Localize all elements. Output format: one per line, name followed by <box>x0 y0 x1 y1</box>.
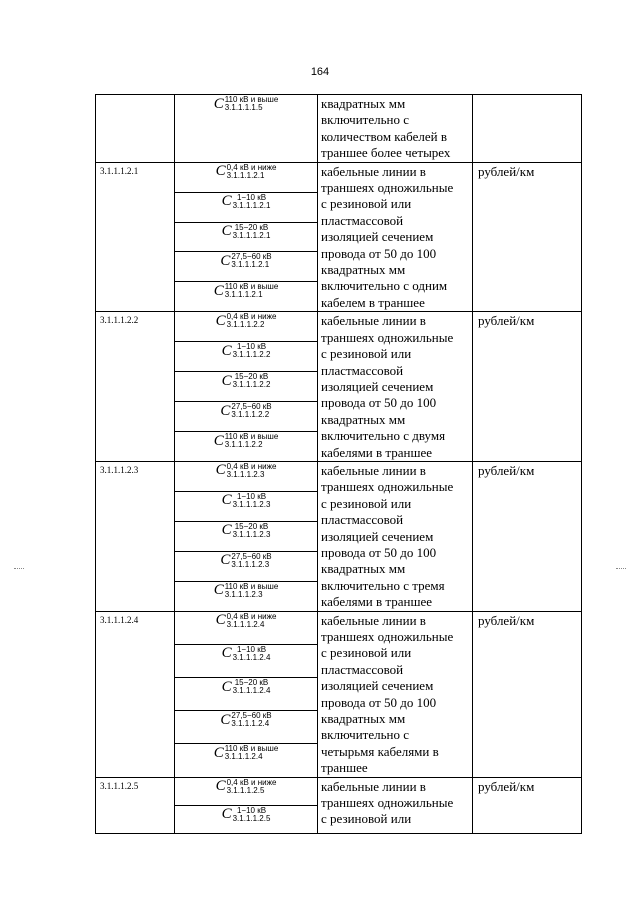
tariff-symbol <box>175 312 317 341</box>
row-description <box>318 461 473 611</box>
symbol-list <box>175 462 317 611</box>
symbol-voltage-class: 0,4 кВ и ниже <box>226 777 277 787</box>
symbol-letter: C <box>221 645 232 662</box>
table-row <box>96 777 582 833</box>
symbol-indices <box>227 313 277 329</box>
symbol-letter: C <box>215 612 226 629</box>
row-description <box>318 611 473 777</box>
symbol-indices <box>231 553 271 569</box>
symbol-index-code: 3.1.1.1.1.5 <box>224 103 263 112</box>
symbol-index-code: 3.1.1.1.2.3 <box>231 559 270 569</box>
symbol-letter: C <box>220 252 231 269</box>
description-line: провода от 50 до 100 <box>321 245 437 261</box>
tariff-table-body <box>96 95 582 834</box>
symbol-voltage-class: 27,5−60 кВ <box>231 711 272 721</box>
symbol-cell <box>175 162 318 312</box>
description-line: провода от 50 до 100 <box>321 694 437 710</box>
description-line: изоляцией сечением <box>321 229 434 245</box>
description-line: кабелем в траншее <box>321 294 425 310</box>
tariff-symbol <box>175 778 317 805</box>
description-line: траншеях одножильные <box>321 329 454 345</box>
description-line: изоляцией сечением <box>321 378 434 394</box>
tariff-symbol-formula <box>214 745 279 761</box>
tariff-symbol <box>175 251 317 281</box>
symbol-indices <box>231 403 271 419</box>
tariff-symbol-formula <box>216 613 277 629</box>
tariff-symbol <box>175 462 317 491</box>
tariff-symbol-formula <box>220 712 271 728</box>
tariff-symbol <box>175 222 317 252</box>
description-line: количеством кабелей в <box>321 128 447 144</box>
tariff-symbol-formula <box>220 553 271 569</box>
tariff-symbol-formula <box>222 224 271 240</box>
symbol-voltage-class: 27,5−60 кВ <box>231 402 272 412</box>
symbol-voltage-class: 0,4 кВ и ниже <box>226 611 277 621</box>
tariff-symbol-formula <box>216 463 277 479</box>
symbol-letter: C <box>213 432 224 449</box>
tariff-symbol <box>175 581 317 611</box>
row-unit: рублей/км <box>473 611 582 777</box>
symbol-cell <box>175 95 318 163</box>
symbol-indices <box>227 779 277 795</box>
symbol-letter: C <box>215 163 226 180</box>
tariff-symbol-formula <box>222 493 271 509</box>
symbol-voltage-class: 15−20 кВ <box>234 372 269 382</box>
tariff-symbol-formula <box>222 343 271 359</box>
symbol-indices <box>233 373 271 389</box>
description-line: квадратных мм <box>321 711 406 727</box>
symbol-voltage-class: 110 кВ и выше <box>224 581 279 591</box>
description-line: кабельные линии в <box>321 163 426 179</box>
symbol-index-code: 3.1.1.1.2.3 <box>226 469 265 479</box>
symbol-letter: C <box>213 282 224 299</box>
row-unit: рублей/км <box>473 461 582 611</box>
symbol-voltage-class: 110 кВ и выше <box>224 432 279 442</box>
description-line: с резиновой или <box>321 346 412 362</box>
symbol-letter: C <box>221 223 232 239</box>
symbol-letter: C <box>221 678 232 695</box>
symbol-index-code: 3.1.1.1.2.2 <box>232 350 271 360</box>
tariff-symbol-formula <box>222 646 271 662</box>
table-row <box>96 95 582 163</box>
symbol-index-code: 3.1.1.1.2.2 <box>226 320 265 330</box>
symbol-letter: C <box>215 462 226 479</box>
symbol-indices <box>227 463 277 479</box>
description-line: провода от 50 до 100 <box>321 395 437 411</box>
symbol-indices <box>233 646 271 662</box>
row-description <box>318 162 473 312</box>
symbol-indices <box>225 433 279 449</box>
symbol-letter: C <box>215 778 226 795</box>
description-line: кабелями в траншее <box>321 444 433 460</box>
description-line: кабельные линии в <box>321 612 426 628</box>
tariff-symbol-formula <box>216 779 277 795</box>
symbol-list <box>175 778 317 833</box>
symbol-voltage-class: 27,5−60 кВ <box>231 252 272 262</box>
description-line: включительно с <box>321 727 409 743</box>
description-line: пластмассовой <box>321 212 404 228</box>
symbol-index-code: 3.1.1.1.2.3 <box>232 529 271 539</box>
tariff-symbol-formula <box>220 253 271 269</box>
symbol-index-code: 3.1.1.1.2.4 <box>231 719 270 729</box>
symbol-cell <box>175 312 318 462</box>
symbol-list <box>175 612 317 777</box>
symbol-indices <box>227 164 277 180</box>
symbol-voltage-class: 15−20 кВ <box>234 222 269 232</box>
symbol-voltage-class: 1−10 кВ <box>236 805 267 815</box>
description-line: кабельные линии в <box>321 313 426 329</box>
symbol-letter: C <box>220 711 231 728</box>
row-code: 3.1.1.1.2.5 <box>96 777 175 833</box>
tariff-symbol <box>175 710 317 743</box>
left-margin-mark <box>14 568 24 570</box>
symbol-index-code: 3.1.1.1.2.3 <box>224 589 263 599</box>
symbol-index-code: 3.1.1.1.2.3 <box>232 499 271 509</box>
description-line: изоляцией сечением <box>321 528 434 544</box>
description-line: траншеях одножильные <box>321 479 454 495</box>
row-unit: рублей/км <box>473 777 582 833</box>
symbol-index-code: 3.1.1.1.2.4 <box>224 752 263 762</box>
symbol-index-code: 3.1.1.1.2.2 <box>231 410 270 420</box>
description-line: квадратных мм <box>321 262 406 278</box>
symbol-voltage-class: 15−20 кВ <box>234 678 269 688</box>
symbol-index-code: 3.1.1.1.2.5 <box>226 785 265 795</box>
tariff-symbol <box>175 163 317 192</box>
symbol-indices <box>231 253 271 269</box>
description-line: четырьмя кабелями в <box>321 743 439 759</box>
tariff-symbol <box>175 341 317 371</box>
symbol-voltage-class: 1−10 кВ <box>236 342 267 352</box>
symbol-index-code: 3.1.1.1.2.2 <box>224 440 263 450</box>
description-line: пластмассовой <box>321 512 404 528</box>
symbol-indices <box>233 493 271 509</box>
symbol-indices <box>225 283 279 299</box>
symbol-letter: C <box>213 744 224 761</box>
symbol-index-code: 3.1.1.1.2.1 <box>224 290 263 300</box>
description-line: провода от 50 до 100 <box>321 544 437 560</box>
tariff-symbol <box>175 743 317 776</box>
tariff-symbol-formula <box>222 194 271 210</box>
symbol-indices <box>231 712 271 728</box>
table-row <box>96 461 582 611</box>
symbol-letter: C <box>221 492 232 509</box>
tariff-table <box>95 94 582 834</box>
symbol-indices <box>227 613 277 629</box>
symbol-letter: C <box>221 372 232 389</box>
row-unit: рублей/км <box>473 162 582 312</box>
description-line: кабелями в траншее <box>321 594 433 610</box>
row-unit: рублей/км <box>473 312 582 462</box>
symbol-indices <box>233 523 271 539</box>
tariff-symbol <box>175 431 317 461</box>
tariff-symbol <box>175 644 317 677</box>
tariff-symbol <box>175 281 317 311</box>
description-line: включительно с одним <box>321 278 448 294</box>
tariff-symbol <box>175 491 317 521</box>
symbol-index-code: 3.1.1.1.2.4 <box>232 652 271 662</box>
row-description <box>318 95 473 163</box>
description-line: включительно с тремя <box>321 577 445 593</box>
page-number: 164 <box>310 66 330 78</box>
symbol-indices <box>233 807 271 823</box>
tariff-symbol <box>175 95 317 162</box>
row-code: 3.1.1.1.2.4 <box>96 611 175 777</box>
tariff-symbol <box>175 521 317 551</box>
row-code <box>96 95 175 163</box>
symbol-letter: C <box>221 806 232 823</box>
row-code: 3.1.1.1.2.2 <box>96 312 175 462</box>
symbol-indices <box>233 194 271 210</box>
symbol-cell <box>175 611 318 777</box>
symbol-letter: C <box>221 193 232 210</box>
tariff-symbol <box>175 401 317 431</box>
symbol-voltage-class: 15−20 кВ <box>234 521 269 531</box>
description-line: с резиновой или <box>321 645 412 661</box>
tariff-symbol <box>175 371 317 401</box>
tariff-symbol-formula <box>216 313 277 329</box>
row-description <box>318 312 473 462</box>
symbol-voltage-class: 0,4 кВ и ниже <box>226 461 277 471</box>
description-line: квадратных мм <box>321 561 406 577</box>
tariff-symbol-formula <box>222 373 271 389</box>
symbol-voltage-class: 110 кВ и выше <box>224 282 279 292</box>
symbol-voltage-class: 1−10 кВ <box>236 491 267 501</box>
description-line: с резиновой или <box>321 811 412 827</box>
description-line: кабельные линии в <box>321 462 426 478</box>
symbol-list <box>175 163 317 312</box>
symbol-letter: C <box>220 402 231 419</box>
description-line: траншеях одножильные <box>321 629 454 644</box>
description-line: включительно с <box>321 112 409 128</box>
symbol-index-code: 3.1.1.1.2.2 <box>232 380 271 390</box>
symbol-indices <box>225 583 279 599</box>
description-line: включительно с двумя <box>321 428 446 444</box>
symbol-letter: C <box>220 552 231 569</box>
description-line: кабельные линии в <box>321 778 426 794</box>
symbol-voltage-class: 110 кВ и выше <box>224 95 279 104</box>
symbol-voltage-class: 1−10 кВ <box>236 192 267 202</box>
description-line: пластмассовой <box>321 661 404 677</box>
symbol-cell <box>175 777 318 833</box>
description-line: с резиновой или <box>321 495 412 511</box>
symbol-voltage-class: 0,4 кВ и ниже <box>226 162 277 172</box>
tariff-symbol-formula <box>214 283 279 299</box>
symbol-index-code: 3.1.1.1.2.1 <box>231 260 270 270</box>
table-row <box>96 162 582 312</box>
row-unit <box>473 95 582 163</box>
symbol-letter: C <box>221 522 232 539</box>
symbol-letter: C <box>221 342 232 359</box>
description-line: квадратных мм <box>321 411 406 427</box>
symbol-letter: C <box>213 582 224 599</box>
symbol-letter: C <box>215 312 226 329</box>
tariff-symbol-formula <box>214 433 279 449</box>
row-description <box>318 777 473 833</box>
tariff-symbol-formula <box>222 807 271 823</box>
tariff-symbol-formula <box>222 679 271 695</box>
description-line: с резиновой или <box>321 196 412 212</box>
description-line: пластмассовой <box>321 362 404 378</box>
tariff-symbol <box>175 805 317 833</box>
tariff-symbol-formula <box>222 523 271 539</box>
tariff-symbol-formula <box>214 96 279 112</box>
description-line: траншее более четырех <box>321 145 451 161</box>
tariff-symbol-formula <box>214 583 279 599</box>
tariff-symbol <box>175 551 317 581</box>
symbol-voltage-class: 1−10 кВ <box>236 644 267 654</box>
description-line: изоляцией сечением <box>321 678 434 694</box>
symbol-cell <box>175 461 318 611</box>
row-code: 3.1.1.1.2.1 <box>96 162 175 312</box>
row-code: 3.1.1.1.2.3 <box>96 461 175 611</box>
symbol-voltage-class: 0,4 кВ и ниже <box>226 312 277 322</box>
symbol-index-code: 3.1.1.1.2.4 <box>232 686 271 696</box>
symbol-index-code: 3.1.1.1.2.1 <box>232 200 271 210</box>
description-line: траншее <box>321 760 368 776</box>
tariff-symbol <box>175 677 317 710</box>
tariff-symbol <box>175 612 317 644</box>
symbol-indices <box>233 224 271 240</box>
tariff-symbol-formula <box>220 403 271 419</box>
tariff-symbol <box>175 192 317 222</box>
symbol-indices <box>225 96 279 112</box>
table-row <box>96 312 582 462</box>
symbol-indices <box>225 745 279 761</box>
symbol-list <box>175 95 317 162</box>
symbol-index-code: 3.1.1.1.2.1 <box>232 230 271 240</box>
symbol-list <box>175 312 317 461</box>
description-line: траншеях одножильные <box>321 795 454 811</box>
symbol-index-code: 3.1.1.1.2.1 <box>226 170 265 180</box>
description-line: квадратных мм <box>321 96 406 111</box>
symbol-letter: C <box>213 95 224 112</box>
symbol-indices <box>233 679 271 695</box>
symbol-voltage-class: 110 кВ и выше <box>224 744 279 754</box>
symbol-index-code: 3.1.1.1.2.5 <box>232 813 271 823</box>
description-line: траншеях одножильные <box>321 180 454 196</box>
symbol-voltage-class: 27,5−60 кВ <box>231 551 272 561</box>
table-row <box>96 611 582 777</box>
tariff-symbol-formula <box>216 164 277 180</box>
symbol-index-code: 3.1.1.1.2.4 <box>226 619 265 629</box>
right-margin-mark <box>616 568 626 570</box>
symbol-indices <box>233 343 271 359</box>
